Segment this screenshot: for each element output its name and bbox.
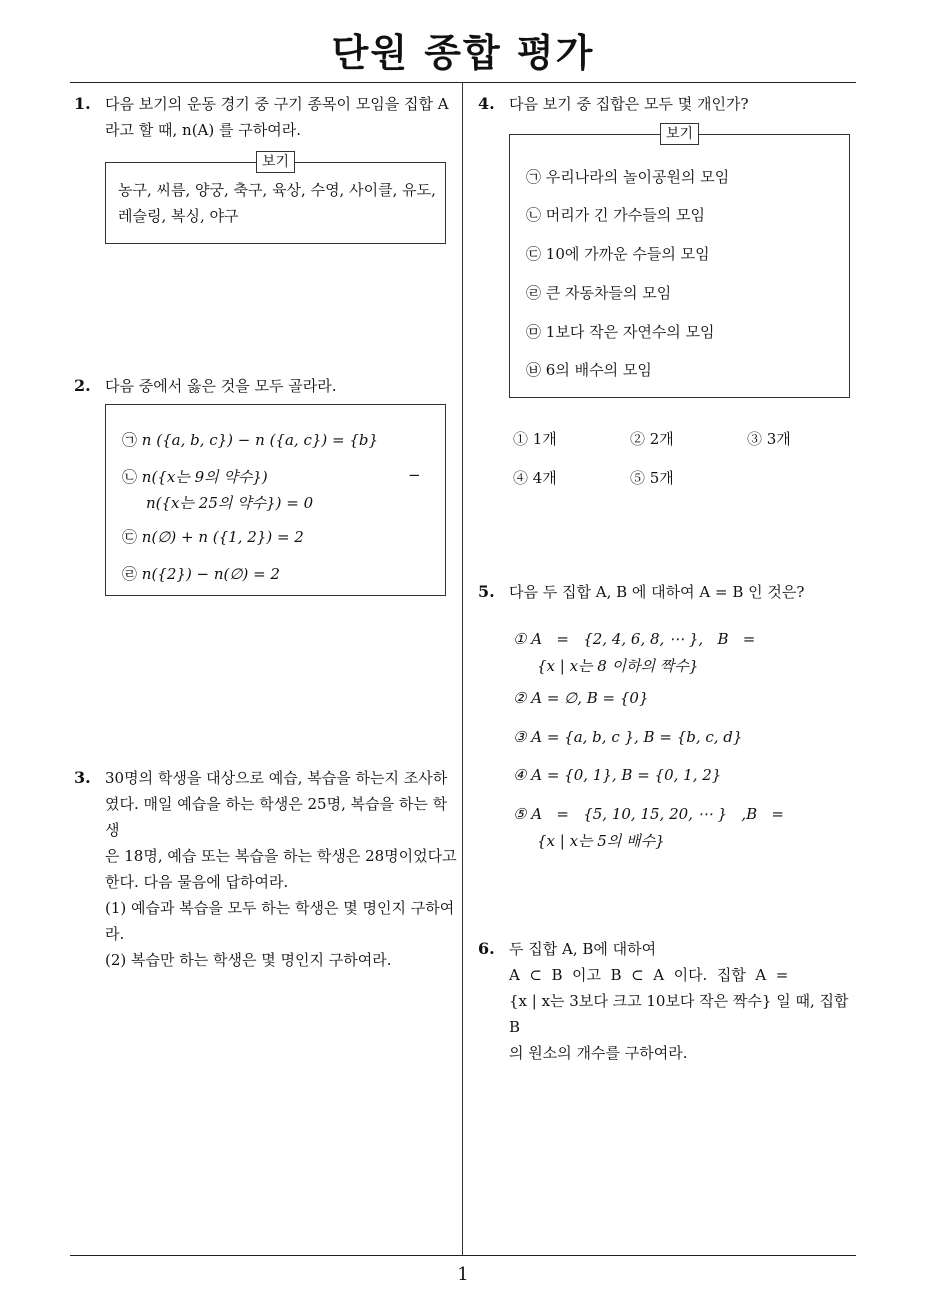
answer-option-4[interactable]: ④ 4개 <box>513 469 557 487</box>
example-item <box>526 204 705 225</box>
example-mark: ㉣ <box>526 284 542 302</box>
statement-text-continued: n({x는 25의 약수}) = 0 <box>146 494 314 512</box>
page-number: 1 <box>457 1264 469 1285</box>
question-line: 다음 보기의 운동 경기 중 구기 종목이 모임을 집합 A <box>105 95 449 113</box>
statement-text: n({2}) − n(∅) = 2 <box>141 565 280 583</box>
example-mark: ㉡ <box>526 206 542 224</box>
statement-text: n ({a, b, c}) − n ({a, c}) = {b} <box>141 431 379 449</box>
statement-text: n(∅) + n ({1, 2}) = 2 <box>141 528 304 546</box>
question-line: 30명의 학생을 대상으로 예습, 복습을 하는지 조사하 <box>105 769 448 787</box>
box-label: 보기 <box>256 151 295 173</box>
answer-option-5[interactable]: ⑤ A = {5, 10, 15, 20, ⋯ } ,B = <box>513 805 784 823</box>
question-number: 1. <box>74 94 91 113</box>
example-mark: ㉢ <box>526 245 542 263</box>
question-number: 6. <box>478 939 495 958</box>
example-text: 우리나라의 놀이공원의 모임 <box>545 168 730 186</box>
question-text: 다음 중에서 옳은 것을 모두 골라라. <box>105 377 337 395</box>
answer-option-1[interactable]: ① 1개 <box>513 430 557 448</box>
page-title: 단원 종합 평가 <box>331 31 595 75</box>
statement-mark: ㉡ <box>122 468 138 486</box>
example-mark: ㉠ <box>526 168 542 186</box>
example-box <box>509 126 850 398</box>
question-number: 4. <box>478 94 495 113</box>
question-line: 라고 할 때, n(A) 를 구하여라. <box>105 121 301 139</box>
statement-box <box>105 404 446 596</box>
bottom-rule <box>70 1255 856 1256</box>
question-text: 다음 보기 중 집합은 모두 몇 개인가? <box>509 95 749 113</box>
example-text: 10에 가까운 수들의 모임 <box>545 245 710 263</box>
example-box <box>105 154 446 244</box>
question-line: A ⊂ B 이고 B ⊂ A 이다. 집합 A = <box>509 966 789 984</box>
question-line: 의 원소의 개수를 구하여라. <box>509 1044 688 1062</box>
question-text <box>509 936 859 1066</box>
question-text: 다음 두 집합 A, B 에 대하여 A = B 인 것은? <box>509 583 805 601</box>
top-rule <box>70 82 856 83</box>
box-line: 농구, 씨름, 양궁, 축구, 육상, 수영, 사이클, 유도, <box>118 181 436 199</box>
box-line: 레슬링, 복싱, 야구 <box>118 207 239 225</box>
answer-option-2[interactable]: ② 2개 <box>630 430 674 448</box>
answer-option-4[interactable]: ④ A = {0, 1}, B = {0, 1, 2} <box>513 766 722 784</box>
question-number: 5. <box>478 582 495 601</box>
example-mark: ㉤ <box>526 323 542 341</box>
statement-text: n({x는 9의 약수}) <box>141 468 268 486</box>
question-line: 두 집합 A, B에 대하여 <box>509 940 657 958</box>
answer-option-3[interactable]: ③ 3개 <box>747 430 791 448</box>
example-text: 머리가 긴 가수들의 모임 <box>545 206 706 224</box>
question-number: 3. <box>74 768 91 787</box>
statement-item <box>122 466 268 487</box>
statement-item <box>122 526 304 547</box>
statement-dash: − <box>408 466 421 484</box>
statement-mark: ㉠ <box>122 431 138 449</box>
question-line: 은 18명, 예습 또는 복습을 하는 학생은 28명이었다고 <box>105 847 457 865</box>
answer-option-3[interactable]: ③ A = {a, b, c }, B = {b, c, d} <box>513 728 743 746</box>
example-item <box>526 359 652 380</box>
example-item <box>526 321 715 342</box>
box-content <box>118 177 436 229</box>
question-text <box>105 765 460 973</box>
example-text: 큰 자동차들의 모임 <box>545 284 672 302</box>
answer-option-2[interactable]: ② A = ∅, B = {0} <box>513 689 649 707</box>
question-text <box>105 91 455 143</box>
question-line: (1) 예습과 복습을 모두 하는 학생은 몇 명인지 구하여 <box>105 899 455 917</box>
example-item <box>526 282 671 303</box>
example-item <box>526 243 710 264</box>
answer-option-1[interactable]: ① A = {2, 4, 6, 8, ⋯ }, B = <box>513 630 756 648</box>
question-line: 한다. 다음 물음에 답하여라. <box>105 873 289 891</box>
column-divider <box>462 83 463 1256</box>
question-line: (2) 복습만 하는 학생은 몇 명인지 구하여라. <box>105 951 392 969</box>
answer-option-1-continued: {x | x는 8 이하의 짝수} <box>537 657 699 675</box>
box-label: 보기 <box>660 123 699 145</box>
answer-option-5[interactable]: ⑤ 5개 <box>630 469 674 487</box>
question-number: 2. <box>74 376 91 395</box>
example-item <box>526 166 729 187</box>
question-line: 라. <box>105 925 125 943</box>
example-mark: ㉥ <box>526 361 542 379</box>
answer-option-5-continued: {x | x는 5의 배수} <box>537 832 665 850</box>
statement-item <box>122 563 280 584</box>
statement-item <box>122 429 378 450</box>
statement-mark: ㉣ <box>122 565 138 583</box>
example-text: 6의 배수의 모임 <box>545 361 652 379</box>
question-line: 였다. 매일 예습을 하는 학생은 25명, 복습을 하는 학생 <box>105 795 448 839</box>
statement-mark: ㉢ <box>122 528 138 546</box>
example-text: 1보다 작은 자연수의 모임 <box>545 323 715 341</box>
question-line: {x | x는 3보다 크고 10보다 작은 짝수} 일 때, 집합 B <box>509 992 849 1036</box>
